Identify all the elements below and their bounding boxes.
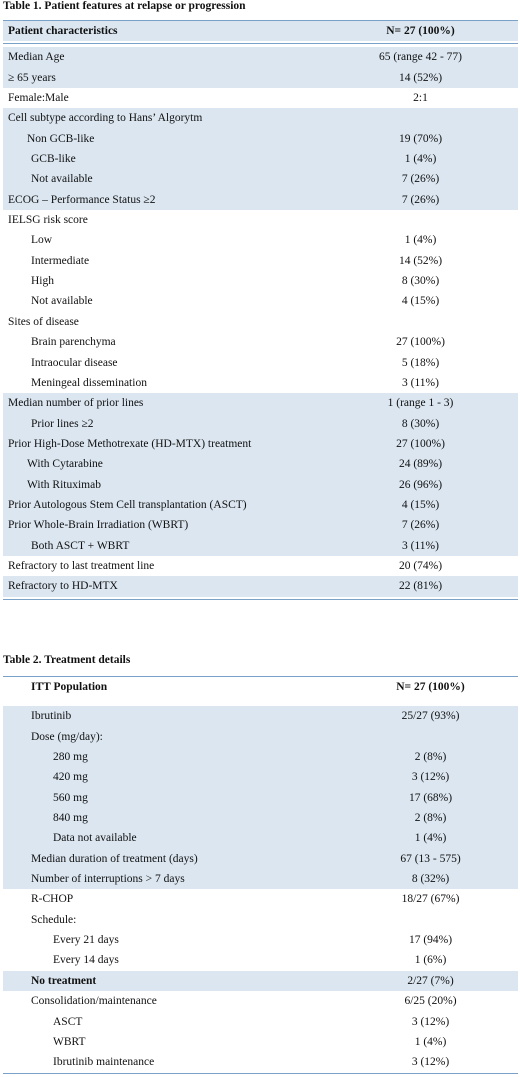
row-label: Consolidation/maintenance [31, 995, 157, 1008]
table-2-caption: Table 2. Treatment details [3, 654, 131, 666]
table-row [3, 190, 518, 210]
table-row [3, 706, 518, 726]
row-value: 3 (11%) [402, 376, 439, 389]
table-row [3, 312, 518, 332]
row-label: Median Age [8, 51, 65, 64]
row-value: 3 (12%) [411, 1056, 450, 1069]
row-value: 8 (30%) [401, 417, 440, 430]
table-row [3, 1032, 518, 1052]
table-row [3, 414, 518, 434]
row-label: ECOG – Performance Status ≥2 [8, 193, 156, 206]
table-row [3, 576, 518, 596]
row-label: Schedule: [31, 913, 77, 926]
table-row [3, 515, 518, 535]
row-value: 3 (12%) [411, 1015, 450, 1028]
row-value: 65 (range 42 - 77) [378, 51, 463, 64]
table-row [3, 495, 518, 515]
row-value: 20 (74%) [398, 559, 443, 572]
table-row [3, 393, 518, 413]
row-label: With Rituximab [27, 478, 101, 491]
row-label: 280 mg [53, 751, 88, 764]
table-row [3, 950, 518, 970]
row-value: 8 (32%) [411, 873, 450, 886]
row-label: Ibrutinib [31, 710, 72, 723]
table-row [3, 210, 518, 230]
row-label: Intraocular disease [31, 356, 118, 369]
table-2-bottom-rule [3, 1073, 518, 1074]
row-label: Median number of prior lines [8, 397, 144, 410]
row-label: Data not available [53, 832, 137, 845]
row-label: WBRT [53, 1035, 86, 1048]
row-label: Prior Autologous Stem Cell transplantation (ASCT) [8, 498, 247, 511]
row-value: 2:1 [413, 92, 428, 105]
row-label: Brain parenchyma [31, 336, 116, 349]
table-row [3, 1012, 518, 1032]
row-value: 8 (30%) [401, 275, 440, 288]
row-label: Sites of disease [8, 315, 79, 328]
table-row [3, 108, 518, 128]
table-row [3, 788, 518, 808]
row-value: 3 (12%) [411, 771, 450, 784]
table-1 [3, 20, 518, 600]
row-label: Every 14 days [53, 954, 119, 967]
row-value: 27 (100%) [396, 336, 445, 349]
table-row [3, 849, 518, 869]
table-row [3, 971, 518, 991]
row-value: 2/27 (7%) [407, 974, 454, 987]
row-label: GCB-like [31, 153, 76, 166]
row-value: 17 (68%) [408, 791, 453, 804]
row-value: 2 (8%) [414, 751, 447, 764]
row-label: Intermediate [31, 254, 90, 267]
row-label: Low [31, 234, 53, 247]
table-row [3, 353, 518, 373]
row-value: 7 (26%) [401, 193, 440, 206]
table-row [3, 1052, 518, 1072]
row-label: Female:Male [8, 92, 69, 105]
table-1-header-rule [3, 43, 518, 44]
table-row [3, 869, 518, 889]
table-row [3, 68, 518, 88]
row-value: 2 (8%) [414, 812, 447, 825]
row-value: 67 (13 - 575) [400, 852, 461, 865]
table-row [3, 129, 518, 149]
table-row [3, 808, 518, 828]
row-label: ≥ 65 years [8, 71, 56, 84]
table-row [3, 556, 518, 576]
row-label: Prior lines ≥2 [31, 417, 94, 430]
row-value: 1 (4%) [404, 153, 437, 166]
row-value: 25/27 (93%) [401, 710, 460, 723]
row-label: Refractory to HD-MTX [8, 580, 118, 593]
table-1-header-row [3, 21, 518, 41]
row-value: 18/27 (67%) [401, 893, 460, 906]
table-2-header-label: ITT Population [31, 681, 108, 693]
table-row [3, 47, 518, 67]
row-label: Every 21 days [53, 934, 119, 947]
row-value: 4 (15%) [401, 498, 440, 511]
table-2 [3, 676, 518, 1074]
table-row [3, 230, 518, 250]
table-row [3, 434, 518, 454]
row-value: 1 (range 1 - 3) [387, 397, 454, 410]
row-label: ASCT [53, 1015, 83, 1028]
table-row [3, 169, 518, 189]
row-label: With Cytarabine [27, 458, 103, 471]
row-value: 17 (94%) [408, 934, 453, 947]
row-value: 19 (70%) [398, 132, 443, 145]
table-2-header-value: N= 27 (100%) [396, 681, 465, 693]
row-label: 560 mg [53, 791, 88, 804]
row-label: 420 mg [53, 771, 88, 784]
row-label: Not available [31, 295, 93, 308]
row-value: 7 (26%) [401, 519, 440, 532]
table-row [3, 291, 518, 311]
table-row [3, 767, 518, 787]
table-1-caption: Table 1. Patient features at relapse or progression [3, 0, 246, 12]
row-label: Refractory to last treatment line [8, 559, 155, 572]
table-row [3, 828, 518, 848]
table-row [3, 149, 518, 169]
row-value: 24 (89%) [398, 458, 443, 471]
row-label: Not available [31, 173, 93, 186]
row-value: 14 (52%) [398, 254, 443, 267]
table-1-header-value: N= 27 (100%) [386, 25, 455, 37]
table-row [3, 747, 518, 767]
table-row [3, 475, 518, 495]
row-label: Meningeal dissemination [31, 376, 147, 389]
table-row [3, 88, 518, 108]
row-label: Non GCB-like [27, 132, 95, 145]
table-row [3, 271, 518, 291]
row-label: Cell subtype according to Hans’ Algorytm [8, 112, 203, 125]
row-value: 27 (100%) [396, 437, 445, 450]
row-label: IELSG risk score [8, 214, 88, 227]
row-label: 840 mg [53, 812, 88, 825]
row-value: 4 (15%) [401, 295, 440, 308]
table-row [3, 454, 518, 474]
row-value: 7 (26%) [401, 173, 440, 186]
row-label: Dose (mg/day): [31, 730, 103, 743]
row-value: 1 (4%) [414, 1035, 447, 1048]
row-label: No treatment [31, 974, 97, 987]
row-label: Median duration of treatment (days) [31, 852, 198, 865]
table-1-header-label: Patient characteristics [8, 25, 118, 37]
table-row [3, 373, 518, 393]
row-value: 26 (96%) [398, 478, 443, 491]
table-row [3, 727, 518, 747]
row-value: 5 (18%) [401, 356, 440, 369]
row-label: Prior Whole-Brain Irradiation (WBRT) [8, 519, 189, 532]
row-value: 6/25 (20%) [404, 995, 457, 1008]
row-value: 1 (6%) [414, 954, 447, 967]
table-row [3, 889, 518, 909]
table-1-bottom-rule [3, 599, 518, 600]
row-value: 14 (52%) [398, 71, 443, 84]
row-label: R-CHOP [31, 893, 74, 906]
row-label: Both ASCT + WBRT [31, 539, 130, 552]
row-label: High [31, 275, 54, 288]
table-row [3, 991, 518, 1011]
table-row [3, 930, 518, 950]
row-label: Prior High-Dose Methotrexate (HD-MTX) treatment [8, 437, 252, 450]
table-row [3, 910, 518, 930]
row-label: Ibrutinib maintenance [53, 1056, 155, 1069]
row-value: 1 (4%) [404, 234, 437, 247]
table-row [3, 251, 518, 271]
table-2-header-row [3, 677, 518, 697]
row-label: Number of interruptions > 7 days [31, 873, 185, 886]
table-row [3, 332, 518, 352]
row-value: 3 (11%) [402, 539, 439, 552]
row-value: 22 (81%) [398, 580, 443, 593]
table-row [3, 536, 518, 556]
row-value: 1 (4%) [414, 832, 447, 845]
